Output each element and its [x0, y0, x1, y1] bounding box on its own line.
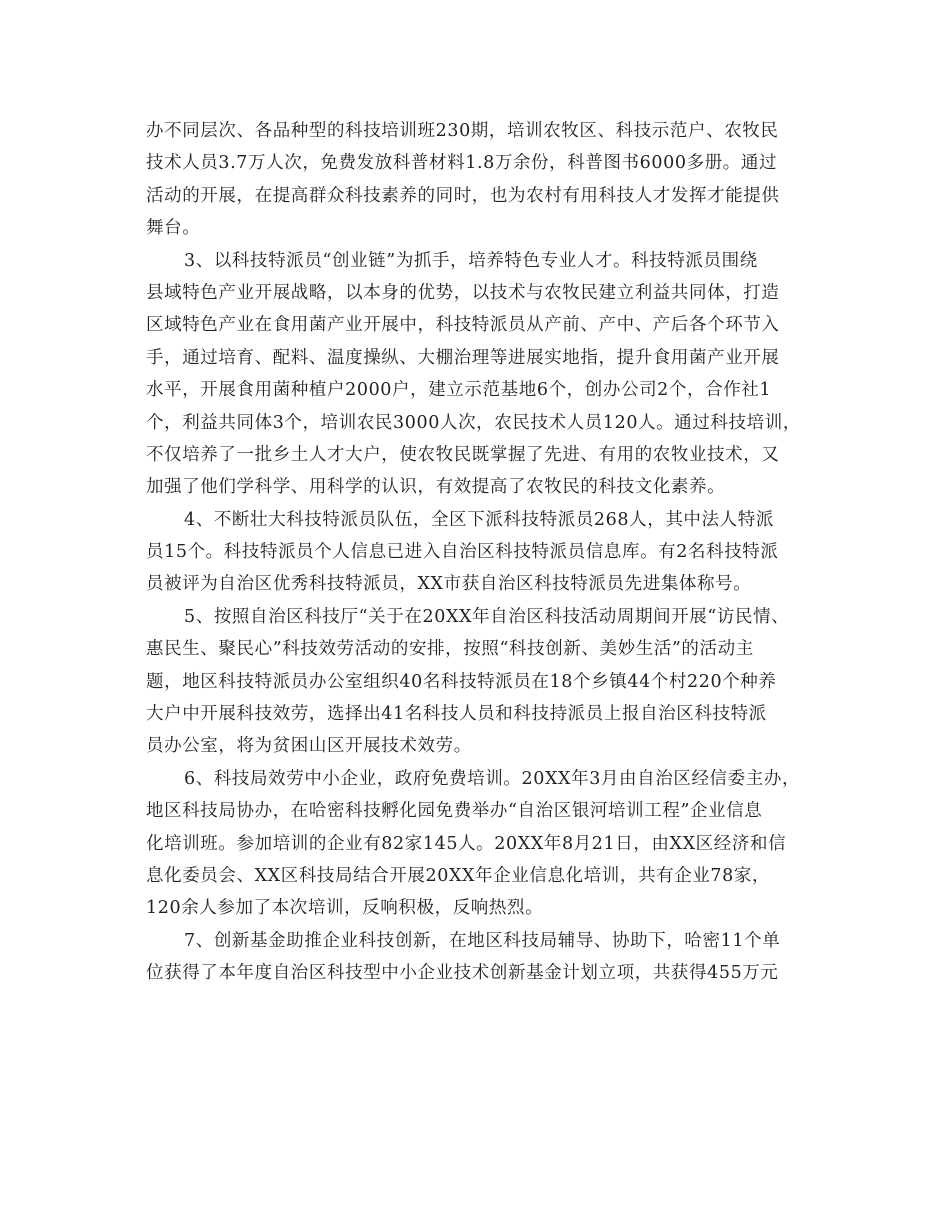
text-line: 员15个。科技特派员个人信息已进入自治区科技特派员信息库。有2名科技特派: [146, 542, 779, 563]
paragraph-first-line: 5、按照自治区科技厅“关于在20XX年自治区科技活动周期间开展“访民情、: [184, 606, 790, 627]
text-line: 个，利益共同体3个，培训农民3000人次，农民技术人员120人。通过科技培训，: [146, 412, 801, 433]
text-line: 题，地区科技特派员办公室组织40名科技特派员在18个乡镇44个村220个种养: [146, 671, 777, 692]
text-line: 120余人参加了本次培训，反响积极，反响热烈。: [146, 898, 544, 919]
text-line: 加强了他们学科学、用科学的认识，有效提高了农牧民的科技文化素养。: [146, 477, 726, 498]
text-line: 位获得了本年度自治区科技型中小企业技术创新基金计划立项，共获得455万元: [146, 963, 779, 984]
text-line: 县域特色产业开展战略，以本身的优势，以技术与农牧民建立利益共同体，打造: [146, 282, 780, 303]
text-line: 手，通过培育、配料、温度操纵、大棚治理等进展实地指，提升食用菌产业开展: [146, 347, 780, 368]
text-line: 活动的开展，在提高群众科技素养的同时，也为农村有用科技人才发挥才能提供: [146, 185, 780, 206]
text-line: 惠民生、聚民心”科技效劳活动的安排，按照“科技创新、美妙生活”的活动主: [146, 639, 754, 660]
text-line: 办不同层次、各品种型的科技培训班230期，培训农牧区、科技示范户、农牧民: [146, 121, 779, 141]
text-line: 技术人员3.7万人次，免费发放科普材料1.8万余份，科普图书6000多册。通过: [146, 153, 778, 174]
paragraph-first-line: 6、科技局效劳中小企业，政府免费培训。20XX年3月由自治区经信委主办，: [184, 768, 801, 789]
paragraph-first-line: 3、以科技特派员“创业链”为抓手，培养特色专业人才。科技特派员围绕: [184, 250, 758, 271]
text-line: 区域特色产业在食用菌产业开展中，科技特派员从产前、产中、产后各个环节入: [146, 315, 780, 336]
text-line: 员被评为自治区优秀科技特派员，XX市获自治区科技特派员先进集体称号。: [146, 574, 752, 595]
text-line: 地区科技局协办，在哈密科技孵化园免费举办“自治区银河培训工程”企业信息: [146, 801, 763, 822]
text-line: 员办公室，将为贫困山区开展技术效劳。: [146, 736, 472, 757]
text-line: 水平，开展食用菌种植户2000户，建立示范基地6个，创办公司2个，合作社1: [146, 380, 772, 401]
document-body: [146, 115, 826, 990]
text-line: 大户中开展科技效劳，选择出41名科技人员和科技持派员上报自治区科技特派: [146, 704, 767, 725]
text-line: 化培训班。参加培训的企业有82家145人。20XX年8月21日，由XX区经济和信: [146, 833, 787, 854]
text-line: 息化委员会、XX区科技局结合开展20XX年企业信息化培训，共有企业78家，: [146, 865, 771, 886]
text-line: 不仅培养了一批乡土人才大户，使农牧民既掌握了先进、有用的农牧业技术，又: [146, 444, 780, 465]
paragraph-first-line: 7、创新基金助推企业科技创新，在地区科技局辅导、协助下，哈密11个单: [184, 930, 781, 951]
text-line: 舞台。: [146, 218, 201, 239]
paragraph-first-line: 4、不断壮大科技特派员队伍，全区下派科技特派员268人，其中法人特派: [184, 509, 774, 530]
